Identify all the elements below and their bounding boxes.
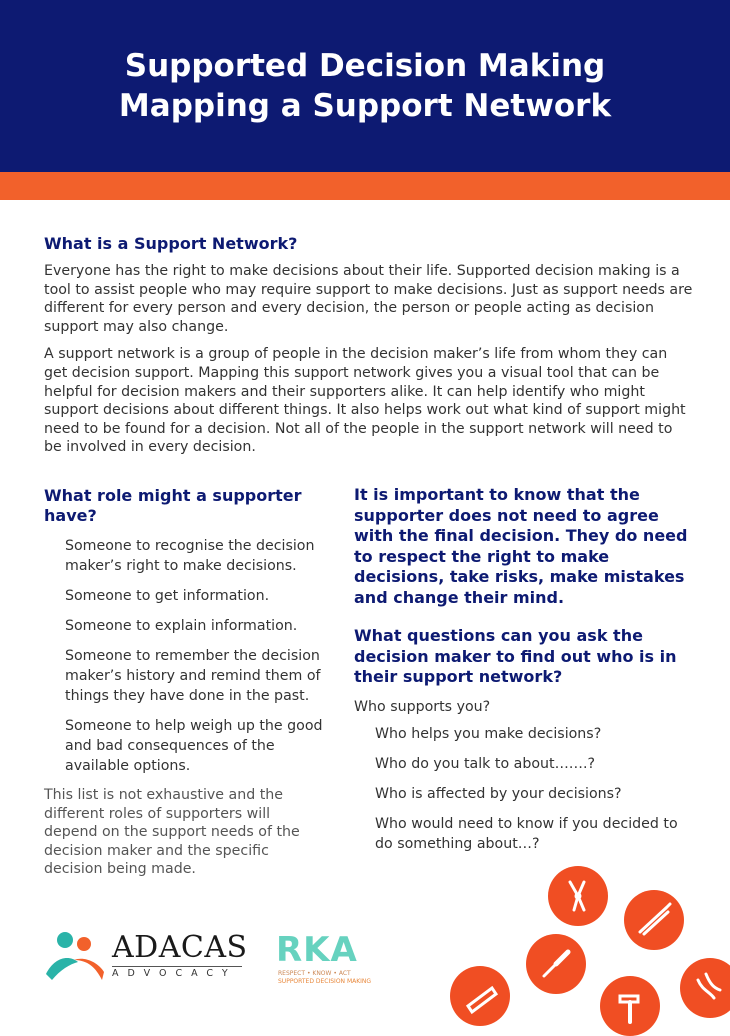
adacas-wordmark: ADACAS [112, 930, 248, 965]
rka-wordmark: RKA [276, 930, 358, 970]
list-item: Who is affected by your decisions? [375, 786, 622, 803]
list-item: Someone to get information. [65, 588, 270, 604]
list-item: Someone to help weigh up the good and bad consequences of the available options. [65, 718, 323, 774]
roles-note: This list is not exhaustive and the different roles of supporters will depend on the support needs of the decision maker and the specific decision being made. [44, 787, 300, 878]
roles-list [44, 536, 324, 776]
list-item: Who do you talk to about…….? [375, 756, 596, 773]
intro-paragraph-2: A support network is a group of people in the decision maker’s life from whom they can get decision support. Mapping this support network gives you a visual tool that can be helpful for decision makers and their supporters alike. It can help identify who might support decisions about different things. It also helps work out what kind of support might need to be found for a decision. Not all of the people in the support network will need to be involved in every decision. [44, 346, 686, 456]
pliers-icon [548, 866, 608, 926]
list-item: Who helps you make decisions? [375, 726, 602, 743]
list-item: Someone to remember the decision maker’s history and remind them of things they have done in the past. [65, 648, 321, 704]
list-item: Someone to recognise the decision maker’s right to make decisions. [65, 538, 315, 574]
adacas-subtitle: ADVOCACY [112, 966, 242, 979]
wire-cutter-icon [680, 958, 730, 1018]
roles-section [44, 486, 324, 879]
title-line-2: Mapping a Support Network [118, 88, 612, 124]
questions-heading: What questions can you ask the decision maker to find out who is in their support network? [354, 626, 677, 686]
questions-list [354, 724, 694, 854]
rka-tagline-1: RESPECT • KNOW • ACT [278, 970, 351, 977]
questions-lead: Who supports you? [354, 698, 491, 715]
saw-icon [624, 890, 684, 950]
rka-tagline-2: SUPPORTED DECISION MAKING [278, 978, 372, 985]
screwdriver-icon [526, 934, 586, 994]
list-item: Someone to explain information. [65, 618, 298, 634]
orange-stripe [0, 172, 730, 200]
questions-section [354, 485, 694, 864]
set-square-icon [450, 966, 510, 1026]
roles-heading: What role might a supporter have? [44, 486, 302, 525]
header-banner [0, 0, 730, 172]
important-callout: It is important to know that the supporter does not need to agree with the final decision. They do need to respect the right to make decisions, take risks, make mistakes and change their mind. [354, 485, 688, 607]
intro-section [44, 234, 694, 457]
intro-heading: What is a Support Network? [44, 234, 298, 253]
title-line-1: Supported Decision Making [124, 48, 606, 84]
intro-paragraph-1: Everyone has the right to make decisions about their life. Supported decision making is a tool to assist people who may require support to make decisions. Just as support needs are different for every person and every decision, the person or people acting as decision support may also change. [44, 263, 693, 335]
hammer-icon [600, 976, 660, 1036]
list-item: Who would need to know if you decided to do something about…? [375, 816, 678, 853]
page-title [119, 46, 611, 126]
